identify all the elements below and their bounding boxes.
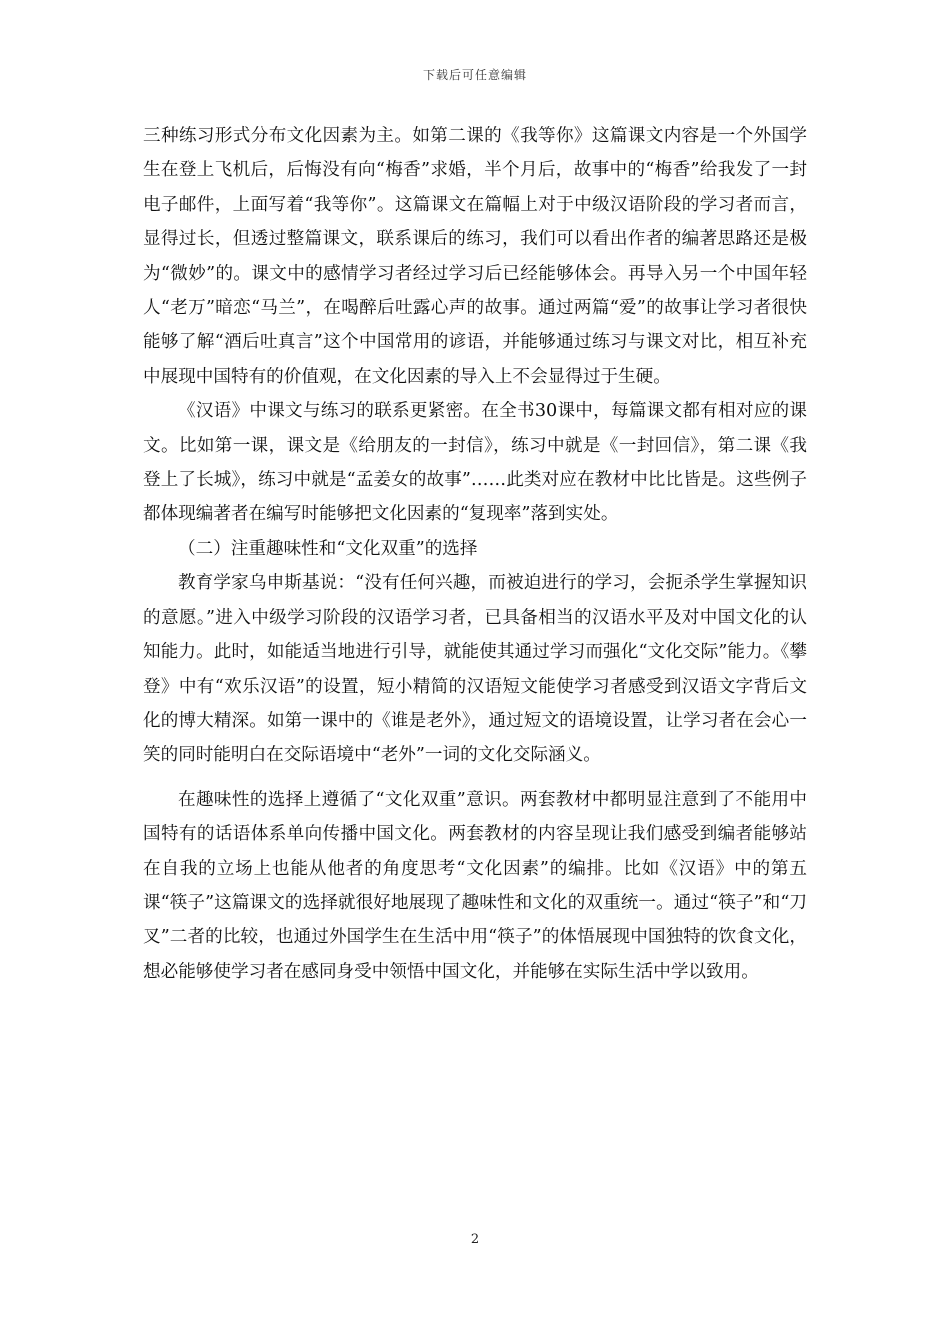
page-header: 下载后可任意编辑 — [422, 68, 527, 82]
paragraph-4: 在趣味性的选择上遵循了“文化双重”意识。两套教材中都明显注意到了不能用中国特有的话语体系单向传播中国文化。两套教材的内容呈现让我们感受到编者能够站在自我的立场上也能从他者的角度思考“文化因素”的编排。比如《汉语》中的第五课“筷子”这篇课文的选择就很好地展现了趣味性和文化的双重统一。通过“筷子”和“刀叉”二者的比较，也通过外国学生在生活中用“筷子”的体悟展现中国独特的饮食文化，想必能够使学习者在感同身受中领悟中国文化，并能够在实际生活中学以致用。 — [143, 789, 807, 982]
document-body — [143, 119, 807, 989]
paragraph-3: 教育学家乌申斯基说：“没有任何兴趣，而被迫进行的学习，会扼杀学生掌握知识的意愿。”进入中级学习阶段的汉语学习者，已具备相当的汉语水平及对中国文化的认知能力。此时，如能适当地进行引导，就能使其通过学习而强化“文化交际”能力。《攀登》中有“欢乐汉语”的设置，短小精简的汉语短文能使学习者感受到汉语文字背后文化的博大精深。如第一课中的《谁是老外》，通过短文的语境设置，让学习者在会心一笑的同时能明白在交际语境中“老外”一词的文化交际涵义。 — [143, 573, 807, 766]
section-heading: （二）注重趣味性和“文化双重”的选择 — [178, 538, 478, 559]
page-number: 2 — [470, 1232, 480, 1247]
paragraph-1: 三种练习形式分布文化因素为主。如第二课的《我等你》这篇课文内容是一个外国学生在登上飞机后，后悔没有向“梅香”求婚，半个月后，故事中的“梅香”给我发了一封电子邮件，上面写着“我等你”。这篇课文在篇幅上对于中级汉语阶段的学习者而言，显得过长，但透过整篇课文，联系课后的练习，我们可以看出作者的编著思路还是极为“微妙”的。课文中的感情学习者经过学习后已经能够体会。再导入另一个中国年轻人“老万”暗恋“马兰”，在喝醉后吐露心声的故事。通过两篇“爱”的故事让学习者很快能够了解“酒后吐真言”这个中国常用的谚语，并能够通过练习与课文对比，相互补充中展现中国特有的价值观，在文化因素的导入上不会显得过于生硬。 — [143, 126, 807, 387]
paragraph-2: 《汉语》中课文与练习的联系更紧密。在全书30课中，每篇课文都有相对应的课文。比如第一课，课文是《给朋友的一封信》，练习中就是《一封回信》，第二课《我登上了长城》，练习中就是“孟姜女的故事”……此类对应在教材中比比皆是。这些例子都体现编著者在编写时能够把文化因素的“复现率”落到实处。 — [143, 401, 807, 525]
